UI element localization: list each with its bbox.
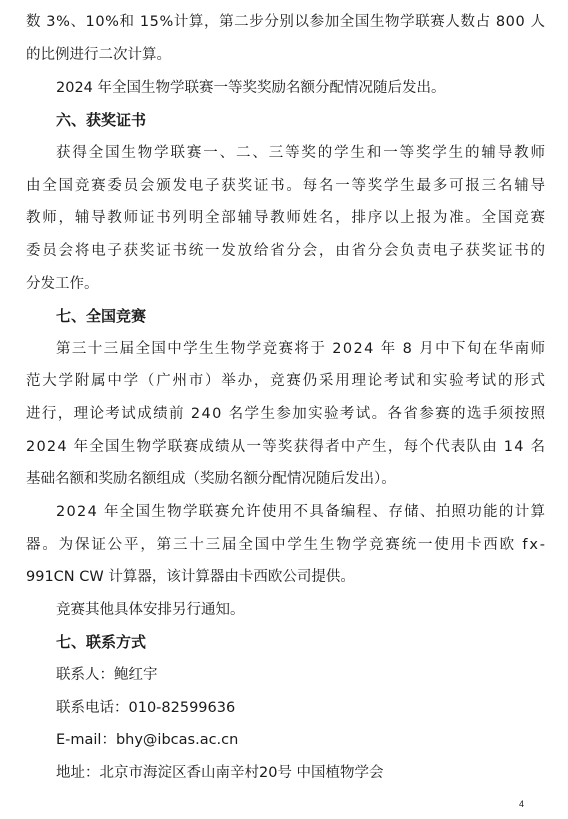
heading-text: 七、全国竞赛: [56, 307, 147, 325]
line-text: 地址：北京市海淀区香山南辛村20号 中国植物学会: [56, 765, 384, 781]
paragraph-line: [26, 371, 545, 391]
paragraph-line: [26, 176, 545, 196]
paragraph-line: [56, 143, 545, 163]
section-heading-national-competition: [56, 306, 146, 326]
paragraph-line: [26, 274, 99, 294]
paragraph-line: [56, 600, 245, 620]
paragraph-line: [56, 339, 545, 359]
line-text: 基础名额和奖励名额组成（奖励名额分配情况随后发出）。: [26, 471, 396, 487]
line-text: 范大学附属中学（广州市）举办，竞赛仍采用理论考试和实验考试的形式: [26, 373, 547, 389]
page-number: 4: [519, 799, 525, 809]
line-text: 教师，辅导教师证书列明全部辅导教师姓名，排序以上报为准。全国竞赛: [26, 210, 547, 226]
paragraph-line: [26, 404, 545, 424]
line-text: 2024 年全国生物学联赛允许使用不具备编程、存储、拍照功能的计算: [56, 504, 547, 520]
line-text: 分发工作。: [26, 276, 99, 292]
line-text: 2024 年全国生物学联赛一等奖奖励名额分配情况随后发出。: [56, 80, 446, 96]
line-text: 进行，理论考试成绩前 240 名学生参加实验考试。各省参赛的选手须按照: [26, 406, 547, 422]
line-text: 991CN CW 计算器，该计算器由卡西欧公司提供。: [26, 569, 355, 585]
paragraph-line: [56, 78, 446, 98]
line-text: 委员会将电子获奖证书统一发放给省分会，由省分会负责电子获奖证书的: [26, 243, 547, 259]
paragraph-line: [26, 45, 171, 65]
line-text: 数 3%、10%和 15%计算，第二步分别以参加全国生物学联赛人数占 800 人: [26, 14, 546, 30]
line-text: 第三十三届全国中学生生物学竞赛将于 2024 年 8 月中下旬在华南师: [56, 341, 547, 357]
line-text: 由全国竞赛委员会颁发电子获奖证书。每名一等奖学生最多可报三名辅导: [26, 178, 547, 194]
contact-email: [56, 730, 238, 750]
line-text: 器。为保证公平，第三十三届全国中学生生物学竞赛统一使用卡西欧 fx-: [26, 537, 547, 553]
line-text: 联系电话：010-82599636: [56, 700, 236, 716]
line-text: E-mail：bhy@ibcas.ac.cn: [56, 732, 239, 748]
heading-text: 七、联系方式: [56, 633, 147, 651]
paragraph-line: [26, 12, 545, 32]
contact-person: [56, 665, 158, 685]
paragraph-line: [26, 241, 545, 261]
paragraph-line: [26, 208, 545, 228]
section-heading-certificates: [56, 110, 146, 130]
contact-phone: [56, 698, 235, 718]
line-text: 联系人：鲍红宇: [56, 667, 158, 683]
paragraph-line: [26, 437, 545, 457]
paragraph-line: [26, 535, 545, 555]
line-text: 的比例进行二次计算。: [26, 47, 171, 63]
section-heading-contact: [56, 632, 146, 652]
paragraph-line: [26, 567, 355, 587]
paragraph-line: [56, 502, 545, 522]
heading-text: 六、获奖证书: [56, 111, 147, 129]
line-text: 竞赛其他具体安排另行通知。: [56, 602, 245, 618]
line-text: 2024 年全国生物学联赛成绩从一等奖获得者中产生，每个代表队由 14 名: [26, 439, 547, 455]
paragraph-line: [26, 469, 396, 489]
line-text: 获得全国生物学联赛一、二、三等奖的学生和一等奖学生的辅导教师: [56, 145, 547, 161]
contact-address: [56, 763, 384, 783]
